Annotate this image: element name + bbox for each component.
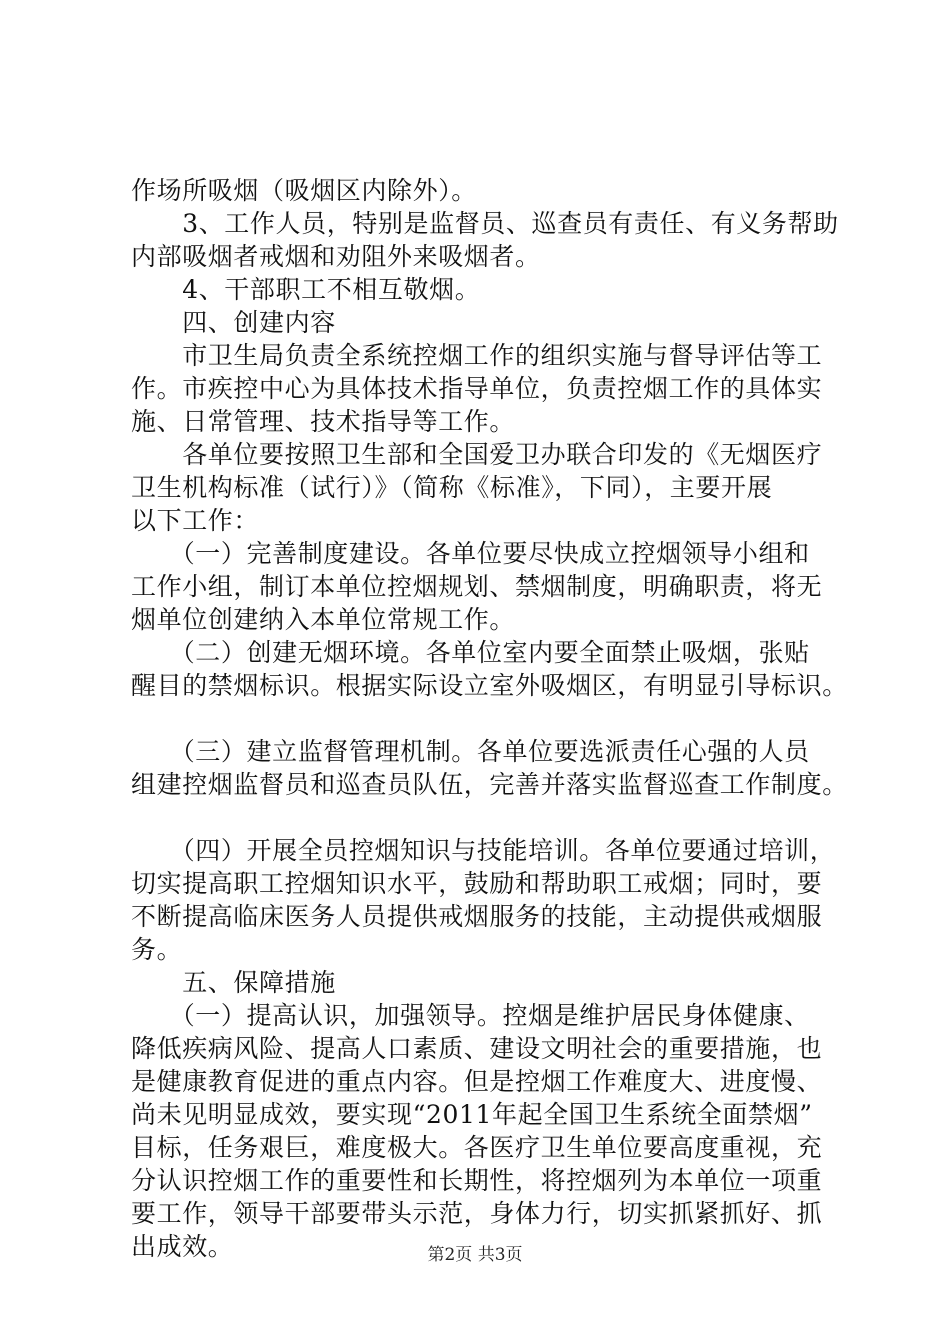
- text-line: 烟单位创建纳入本单位常规工作。: [131, 605, 516, 634]
- text-line: 是健康教育促进的重点内容。但是控烟工作难度大、进度慢、: [131, 1067, 823, 1096]
- text-line: 3、工作人员，特别是监督员、巡查员有责任、有义务帮助: [131, 209, 839, 238]
- text-line: 醒目的禁烟标识。根据实际设立室外吸烟区，有明显引导标识。: [131, 671, 848, 700]
- text-line: （一）提高认识，加强领导。控烟是维护居民身体健康、: [131, 1001, 810, 1030]
- body-text: [131, 174, 848, 1263]
- text-line: 4、干部职工不相互敬烟。: [131, 275, 481, 304]
- text-line: 务。: [131, 935, 183, 964]
- text-line: 作场所吸烟（吸烟区内除外）。: [131, 176, 477, 205]
- text-line: 降低疾病风险、提高人口素质、建设文明社会的重要措施，也: [131, 1034, 823, 1063]
- text-line: （三）建立监督管理机制。各单位要选派责任心强的人员: [131, 737, 810, 766]
- text-line: 组建控烟监督员和巡查员队伍，完善并落实监督巡查工作制度。: [131, 770, 848, 799]
- text-line: 各单位要按照卫生部和全国爱卫办联合印发的《无烟医疗: [131, 440, 823, 469]
- text-line: 切实提高职工控烟知识水平，鼓励和帮助职工戒烟；同时，要: [131, 869, 823, 898]
- text-line: （一）完善制度建设。各单位要尽快成立控烟领导小组和: [131, 539, 810, 568]
- section-heading: 五、保障措施: [131, 968, 336, 997]
- text-line: 要工作，领导干部要带头示范，身体力行，切实抓紧抓好、抓: [131, 1199, 823, 1228]
- text-line: 目标，任务艰巨，难度极大。各医疗卫生单位要高度重视，充: [131, 1133, 823, 1162]
- blank-line: [131, 801, 831, 834]
- text-line: 卫生机构标准（试行）》（简称《标准》，下同），主要开展: [131, 473, 773, 502]
- text-line: 以下工作：: [131, 506, 260, 535]
- text-line: 分认识控烟工作的重要性和长期性，将控烟列为本单位一项重: [131, 1166, 823, 1195]
- text-line: 不断提高临床医务人员提供戒烟服务的技能，主动提供戒烟服: [131, 902, 823, 931]
- text-line: 内部吸烟者戒烟和劝阻外来吸烟者。: [131, 242, 541, 271]
- text-line: （四）开展全员控烟知识与技能培训。各单位要通过培训，: [131, 836, 836, 865]
- text-line: 市卫生局负责全系统控烟工作的组织实施与督导评估等工: [131, 341, 823, 370]
- text-line: 出成效。: [131, 1232, 234, 1261]
- page-number-footer: 第2页 共3页: [427, 1245, 523, 1265]
- text-line: 工作小组，制订本单位控烟规划、禁烟制度，明确职责，将无: [131, 572, 823, 601]
- blank-line: [131, 702, 831, 735]
- text-line: 施、日常管理、技术指导等工作。: [131, 407, 516, 436]
- text-line: 尚未见明显成效，要实现“2011年起全国卫生系统全面禁烟”: [131, 1100, 813, 1129]
- section-heading: 四、创建内容: [131, 308, 336, 337]
- text-line: 作。市疾控中心为具体技术指导单位，负责控烟工作的具体实: [131, 374, 823, 403]
- text-line: （二）创建无烟环境。各单位室内要全面禁止吸烟，张贴: [131, 638, 810, 667]
